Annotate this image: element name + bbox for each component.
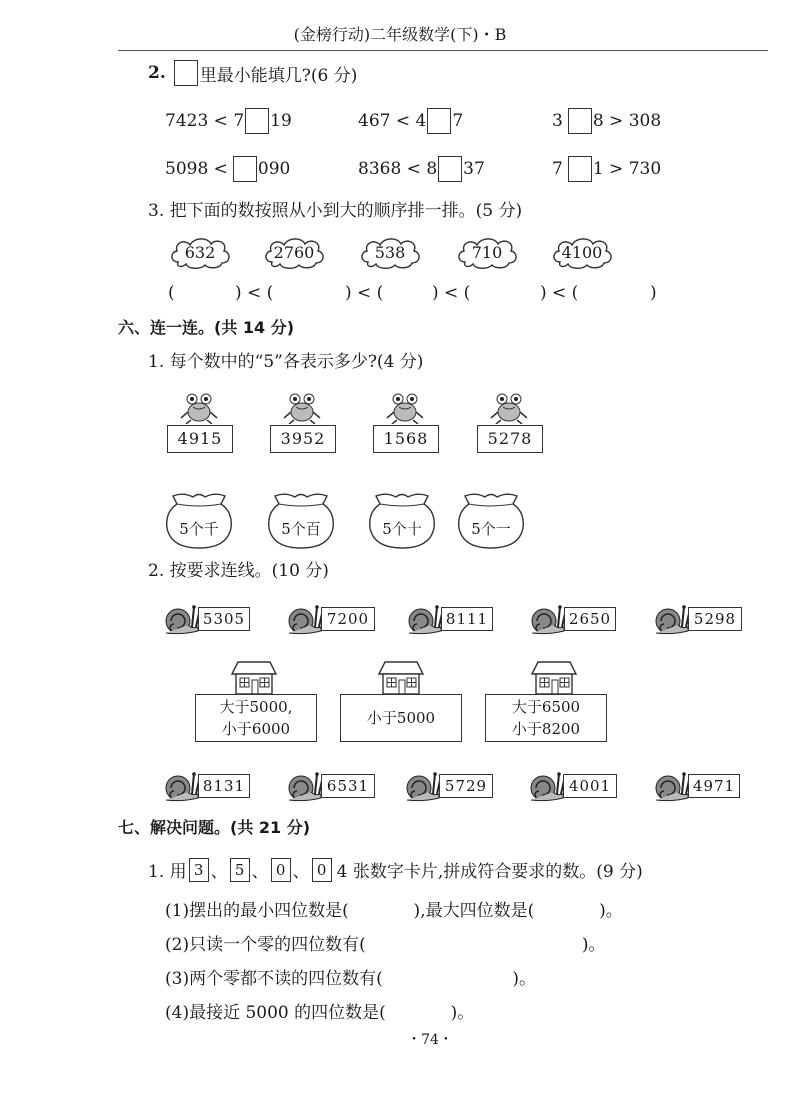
snail-icon-wrap bbox=[528, 601, 568, 637]
q2-item-text: 8 > 308 bbox=[592, 111, 662, 131]
house-roof-icon bbox=[377, 660, 425, 696]
answer-sep: ) < ( bbox=[540, 283, 579, 303]
number-card[interactable]: 7200 bbox=[321, 607, 375, 631]
number-card[interactable]: 8131 bbox=[198, 774, 250, 798]
house-icon bbox=[377, 660, 425, 696]
house-icon bbox=[530, 660, 578, 696]
q2-item-text: 7423 < 7 bbox=[165, 111, 245, 131]
frog-icon bbox=[179, 390, 219, 424]
snail-icon-wrap bbox=[285, 768, 325, 804]
snail-icon bbox=[652, 601, 692, 637]
number-card[interactable]: 8111 bbox=[441, 607, 493, 631]
answer-close: ) bbox=[650, 283, 657, 303]
condition-line-1: 大于6500 bbox=[511, 698, 581, 716]
number-card[interactable]: 4971 bbox=[688, 774, 740, 798]
house-condition-box[interactable] bbox=[485, 694, 607, 742]
snail-icon-wrap bbox=[527, 768, 567, 804]
cloud-number bbox=[262, 236, 326, 270]
q2-item-text: 1 > 730 bbox=[592, 159, 662, 179]
pot-label[interactable] bbox=[366, 492, 438, 552]
snail-icon bbox=[162, 601, 202, 637]
pot-value: 5个千 bbox=[179, 520, 219, 538]
q2-item-6 bbox=[552, 156, 661, 182]
snail-icon-wrap bbox=[405, 601, 445, 637]
cloud-value: 632 bbox=[184, 243, 216, 262]
q3-title: 3. 把下面的数按照从小到大的顺序排一排。(5 分) bbox=[148, 201, 523, 221]
section-6-title: 六、连一连。(共 14 分) bbox=[118, 318, 295, 337]
number-card[interactable]: 5729 bbox=[439, 774, 493, 798]
condition-line-1: 小于5000 bbox=[366, 709, 436, 727]
cloud-value: 4100 bbox=[561, 243, 603, 262]
snail-icon bbox=[285, 768, 325, 804]
answer-box[interactable] bbox=[568, 156, 592, 182]
snail-icon-wrap bbox=[162, 601, 202, 637]
snail-icon bbox=[162, 768, 202, 804]
answer-open: ( bbox=[168, 283, 175, 303]
separator: 、 bbox=[251, 862, 269, 882]
cloud-number bbox=[168, 236, 232, 270]
digit-card: 5 bbox=[230, 858, 250, 882]
number-card[interactable]: 4001 bbox=[563, 774, 617, 798]
q2-item-1 bbox=[165, 108, 292, 134]
pot-label[interactable] bbox=[265, 492, 337, 552]
sec7-q1-title-row bbox=[148, 857, 643, 882]
snail-icon bbox=[528, 601, 568, 637]
pot-label[interactable] bbox=[163, 492, 235, 552]
q2-item-5 bbox=[358, 156, 485, 182]
number-card[interactable]: 4915 bbox=[167, 425, 233, 453]
frog-icon-wrap bbox=[179, 390, 219, 424]
q2-item-text: 3 bbox=[552, 111, 563, 131]
sec6-q1-title: 1. 每个数中的“5”各表示多少?(4 分) bbox=[148, 352, 424, 372]
condition-line-1: 大于5000, bbox=[219, 698, 293, 716]
sec7-q1-suffix: 4 张数字卡片,拼成符合要求的数。(9 分) bbox=[336, 862, 643, 882]
snail-icon bbox=[403, 768, 443, 804]
answer-box[interactable] bbox=[568, 108, 592, 134]
snail-icon bbox=[285, 601, 325, 637]
frog-icon bbox=[282, 390, 322, 424]
q2-title-row bbox=[148, 60, 357, 86]
answer-sep: ) < ( bbox=[235, 283, 274, 303]
q2-item-2 bbox=[358, 108, 463, 134]
q2-item-text: 8368 < 8 bbox=[358, 159, 438, 179]
snail-icon-wrap bbox=[162, 768, 202, 804]
frog-icon-wrap bbox=[385, 390, 425, 424]
sub-question-4: (4)最接近 5000 的四位数是( )。 bbox=[165, 1003, 475, 1023]
snail-icon bbox=[527, 768, 567, 804]
sec6-q2-title: 2. 按要求连线。(10 分) bbox=[148, 561, 329, 581]
page-header: (金榜行动)二年级数学(下)・B bbox=[293, 25, 507, 44]
snail-icon-wrap bbox=[403, 768, 443, 804]
q2-prefix: 2. bbox=[148, 63, 166, 83]
q2-item-text: 090 bbox=[257, 159, 291, 179]
cloud-number bbox=[455, 236, 519, 270]
house-condition-box[interactable] bbox=[340, 694, 462, 742]
frog-icon-wrap bbox=[282, 390, 322, 424]
digit-card: 0 bbox=[312, 858, 332, 882]
separator: 、 bbox=[210, 862, 228, 882]
frog-icon-wrap bbox=[489, 390, 529, 424]
answer-sep: ) < ( bbox=[432, 283, 471, 303]
cloud-number bbox=[550, 236, 614, 270]
cloud-number bbox=[358, 236, 422, 270]
snail-icon bbox=[652, 768, 692, 804]
section-7-title: 七、解决问题。(共 21 分) bbox=[118, 818, 311, 837]
number-card[interactable]: 6531 bbox=[321, 774, 375, 798]
q2-item-text: 19 bbox=[270, 111, 292, 131]
answer-box-sample bbox=[174, 60, 198, 86]
pot-value: 5个十 bbox=[382, 520, 422, 538]
pot-label[interactable] bbox=[455, 492, 527, 552]
snail-icon-wrap bbox=[652, 768, 692, 804]
q2-item-3 bbox=[552, 108, 661, 134]
q2-title: 里最小能填几?(6 分) bbox=[199, 65, 358, 86]
header-rule bbox=[118, 50, 768, 51]
cloud-value: 710 bbox=[471, 243, 503, 262]
number-card[interactable]: 5298 bbox=[688, 607, 742, 631]
digit-card: 0 bbox=[271, 858, 291, 882]
condition-line-2: 小于6000 bbox=[221, 720, 291, 738]
q2-item-text: 5098 < bbox=[165, 159, 228, 179]
cloud-value: 2760 bbox=[273, 243, 315, 262]
frog-icon bbox=[489, 390, 529, 424]
house-icon bbox=[230, 660, 278, 696]
answer-sep: ) < ( bbox=[345, 283, 384, 303]
cloud-value: 538 bbox=[374, 243, 406, 262]
answer-box[interactable] bbox=[245, 108, 269, 134]
sub-question-2: (2)只读一个零的四位数有( )。 bbox=[165, 935, 606, 955]
house-condition-box[interactable] bbox=[195, 694, 317, 742]
frog-icon bbox=[385, 390, 425, 424]
pot-value: 5个百 bbox=[281, 520, 321, 538]
q2-item-text: 7 bbox=[552, 159, 563, 179]
separator: 、 bbox=[292, 862, 310, 882]
snail-icon bbox=[405, 601, 445, 637]
sub-question-1: (1)摆出的最小四位数是( ),最大四位数是( )。 bbox=[165, 901, 623, 921]
sub-question-3: (3)两个零都不读的四位数有( )。 bbox=[165, 969, 537, 989]
house-roof-icon bbox=[230, 660, 278, 696]
number-card[interactable]: 5305 bbox=[198, 607, 250, 631]
answer-box[interactable] bbox=[438, 156, 462, 182]
number-card[interactable]: 3952 bbox=[270, 425, 336, 453]
digit-card: 3 bbox=[189, 858, 209, 882]
snail-icon-wrap bbox=[285, 601, 325, 637]
number-card[interactable]: 5278 bbox=[477, 425, 543, 453]
q2-item-text: 467 < 4 bbox=[358, 111, 427, 131]
answer-box[interactable] bbox=[427, 108, 451, 134]
number-card[interactable]: 2650 bbox=[564, 607, 616, 631]
sec7-q1-prefix: 1. 用 bbox=[148, 862, 187, 882]
pot-value: 5个一 bbox=[471, 520, 511, 538]
number-card[interactable]: 1568 bbox=[373, 425, 439, 453]
house-roof-icon bbox=[530, 660, 578, 696]
q2-item-text: 7 bbox=[452, 111, 464, 131]
q2-item-4 bbox=[165, 156, 290, 182]
condition-line-2: 小于8200 bbox=[511, 720, 581, 738]
answer-box[interactable] bbox=[233, 156, 257, 182]
page-number: ・74・ bbox=[407, 1032, 453, 1048]
snail-icon-wrap bbox=[652, 601, 692, 637]
q2-item-text: 37 bbox=[463, 159, 485, 179]
